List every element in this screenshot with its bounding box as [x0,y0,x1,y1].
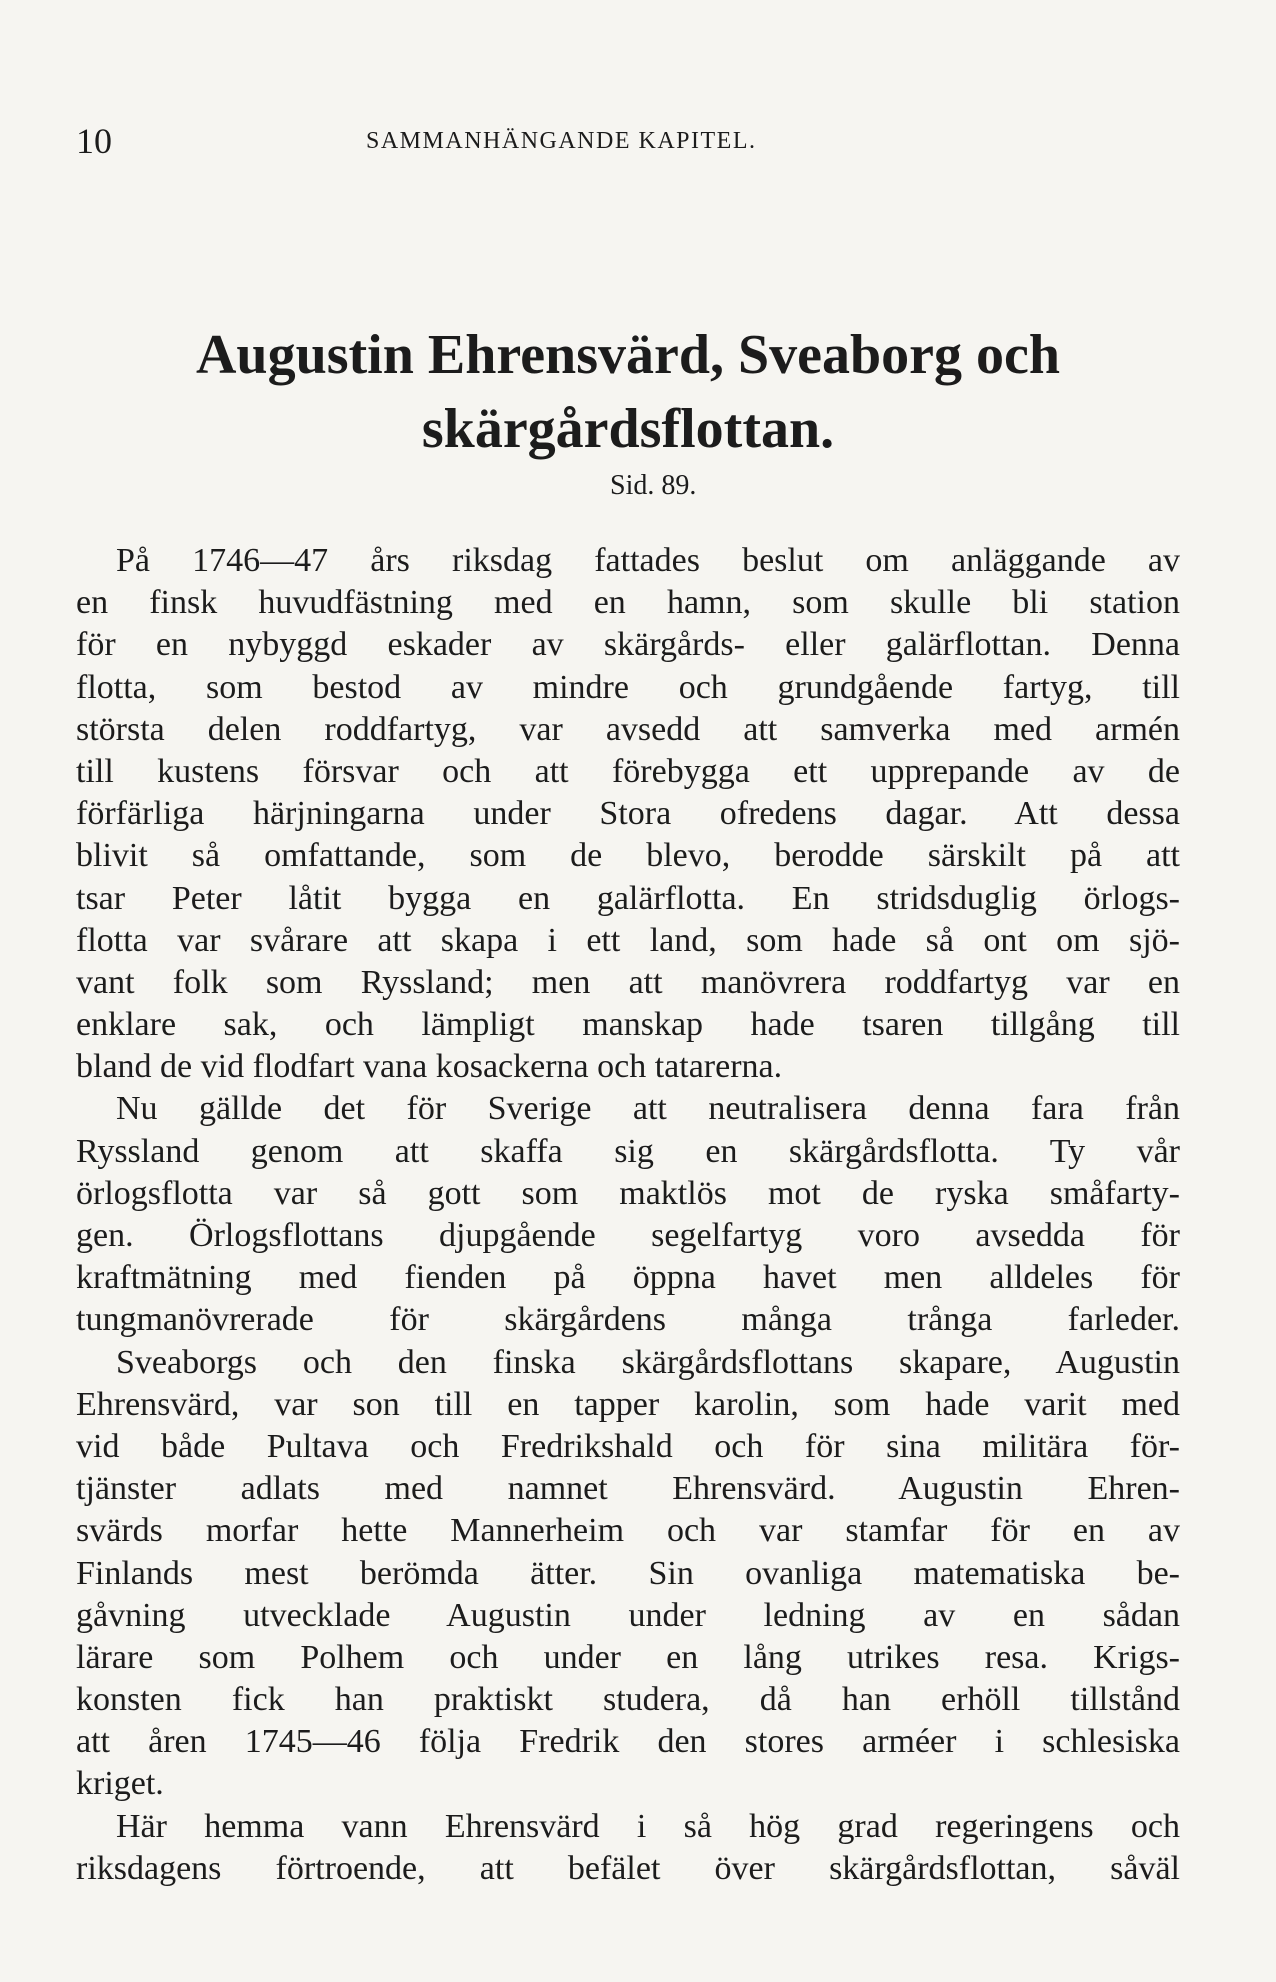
text-line: På 1746—47 års riksdag fattades beslut om anläggande av [116,542,1180,579]
text-line: Nu gällde det för Sverige att neutralisera denna fara från [116,1090,1180,1128]
text-line: vant folk som Ryssland; men att manövrera roddfartyg var en [76,963,1180,1001]
page-header [76,120,1180,164]
text-line: tungmanövrerade för skärgårdens många trånga farleder. [76,1301,1180,1339]
page-number: 10 [76,121,112,161]
text-line: konsten fick han praktiskt studera, då han erhöll tillstånd [76,1681,1180,1719]
text-line: Ryssland genom att skaffa sig en skärgårdsflotta. Ty vår [76,1132,1180,1170]
text-line: kraftmätning med fienden på öppna havet men alldeles för [76,1259,1180,1297]
text-line: kriget. [76,1765,164,1803]
body-text [76,540,1180,1890]
page-reference: Sid. 89. [610,470,697,501]
text-line: Sveaborgs och den finska skärgårdsflottans skapare, Augustin [116,1343,1180,1381]
text-line: lärare som Polhem och under en lång utrikes resa. Krigs- [76,1638,1180,1676]
text-line: flotta, som bestod av mindre och grundgående fartyg, till [76,668,1180,706]
text-line: till kustens försvar och att förebygga ett upprepande av de [76,752,1180,790]
text-line: bland de vid flodfart vana kosackerna och tatarerna. [76,1048,783,1086]
text-line: största delen roddfartyg, var avsedd att samverka med armén [76,710,1180,748]
running-head: SAMMANHÄNGANDE KAPITEL. [366,128,757,154]
text-line: tsar Peter låtit bygga en galärflotta. En stridsduglig örlogs- [76,879,1180,917]
text-line: gåvning utvecklade Augustin under ledning av en sådan [76,1596,1180,1634]
text-line: vid både Pultava och Fredrikshald och för sina militära för- [76,1427,1180,1465]
chapter-title-line-2: skärgårdsflottan. [421,398,835,460]
text-line: flotta var svårare att skapa i ett land, som hade så ont om sjö- [76,921,1180,959]
text-line: för en nybyggd eskader av skärgårds- eller galärflottan. Denna [76,626,1180,664]
text-line: tjänster adlats med namnet Ehrensvärd. Augustin Ehren- [76,1470,1180,1508]
text-line: Här hemma vann Ehrensvärd i så hög grad regeringens och [116,1807,1180,1845]
text-line: Finlands mest berömda ätter. Sin ovanliga matematiska be- [76,1554,1180,1592]
chapter-title-line-1: Augustin Ehrensvärd, Sveaborg och [195,324,1060,386]
text-line: Ehrensvärd, var son till en tapper karolin, som hade varit med [76,1385,1180,1423]
text-line: riksdagens förtroende, att befälet över skärgårdsflottan, såväl [76,1849,1180,1887]
text-line: förfärliga härjningarna under Stora ofredens dagar. Att dessa [76,795,1180,833]
text-line: blivit så omfattande, som de blevo, berodde särskilt på att [76,837,1180,875]
text-line: att åren 1745—46 följa Fredrik den stores arméer i schlesiska [76,1723,1180,1761]
text-line: enklare sak, och lämpligt manskap hade tsaren tillgång till [76,1006,1180,1044]
text-line: gen. Örlogsflottans djupgående segelfartyg voro avsedda för [76,1217,1180,1254]
chapter-title [76,318,1180,466]
text-line: svärds morfar hette Mannerheim och var stamfar för en av [76,1512,1180,1550]
text-line: en finsk huvudfästning med en hamn, som skulle bli station [76,584,1180,622]
text-line: örlogsflotta var så gott som maktlös mot de ryska småfarty- [76,1174,1180,1212]
